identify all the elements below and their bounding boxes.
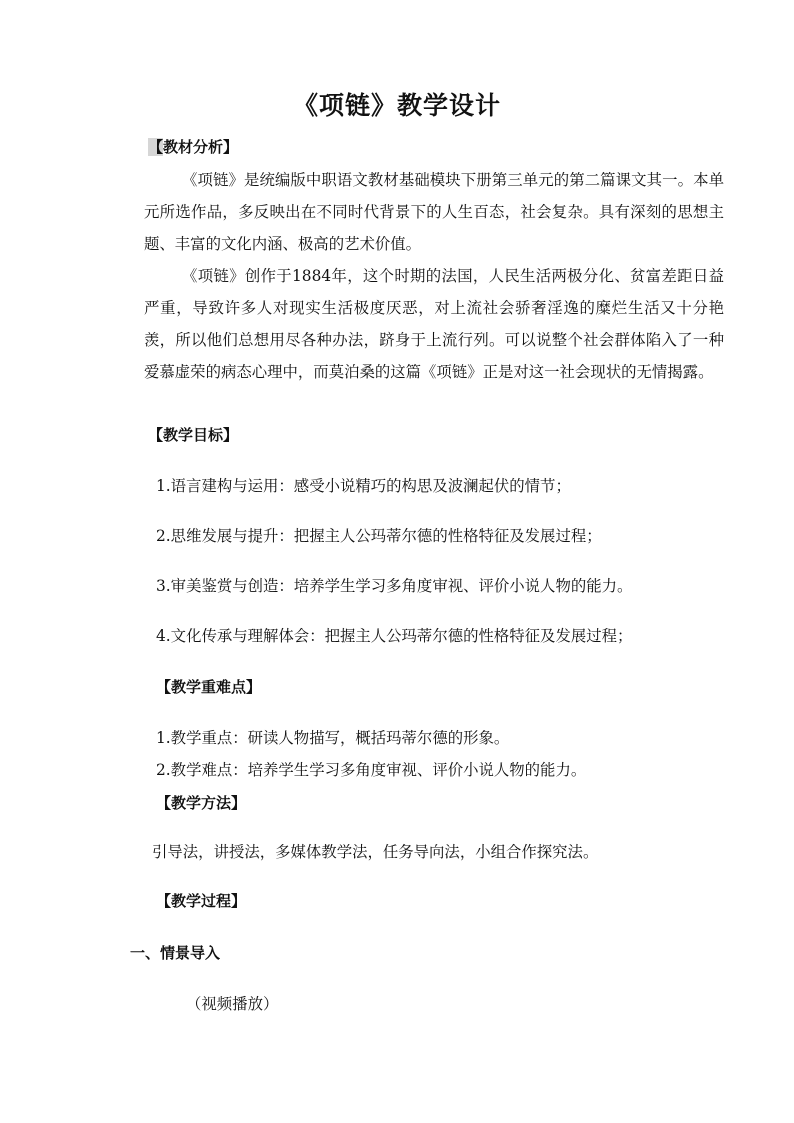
objective-item-4: 4.文化传承与理解体会：把握主人公玛蒂尔德的性格特征及发展过程； (156, 627, 633, 645)
document-title: 《项链》教学设计 (292, 91, 501, 120)
section-heading-objectives: 【教学目标】 (148, 426, 239, 444)
section-heading-methods: 【教学方法】 (156, 794, 247, 812)
heading-bracket-close: 】 (223, 138, 239, 156)
section-heading-process: 【教学过程】 (156, 892, 247, 910)
process-step1-heading: 一、情景导入 (130, 944, 221, 962)
objective-item-2: 2.思维发展与提升：把握主人公玛蒂尔德的性格特征及发展过程； (156, 527, 602, 545)
heading-analysis-text: 教材分析 (163, 138, 224, 156)
objective-item-1: 1.语言建构与运用：感受小说精巧的构思及波澜起伏的情节； (156, 477, 571, 495)
heading-bracket-open: 【 (148, 138, 164, 156)
key-point-item-1: 1.教学重点：研读人物描写，概括玛蒂尔德的形象。 (156, 729, 510, 747)
section-heading-key-points: 【教学重难点】 (156, 678, 262, 696)
analysis-paragraph-2: 《项链》创作于1884年，这个时期的法国，人民生活两极分化、贫富差距日益严重，导致许多人对现实生活极度厌恶，对上流社会骄奢淫逸的糜烂生活又十分艳羡，所以他们总想用尽各种办法，跻身于上流行列。可以说整个社会群体陷入了一种爱慕虚荣的病态心理中，而莫泊桑的这篇《项链》正是对这一社会现状的无情揭露。 (144, 267, 724, 381)
methods-text: 引导法，讲授法，多媒体教学法，任务导向法，小组合作探究法。 (152, 843, 599, 861)
section-heading-analysis (148, 136, 238, 157)
objective-item-3: 3.审美鉴赏与创造：培养学生学习多角度审视、评价小说人物的能力。 (156, 577, 633, 595)
analysis-paragraph-1: 《项链》是统编版中职语文教材基础模块下册第三单元的第二篇课文其一。本单元所选作品，多反映出在不同时代背景下的人生百态，社会复杂。具有深刻的思想主题、丰富的文化内涵、极高的艺术价值。 (144, 171, 724, 253)
key-point-item-2: 2.教学难点：培养学生学习多角度审视、评价小说人物的能力。 (156, 761, 587, 779)
process-step1-note: （视频播放） (186, 995, 279, 1013)
